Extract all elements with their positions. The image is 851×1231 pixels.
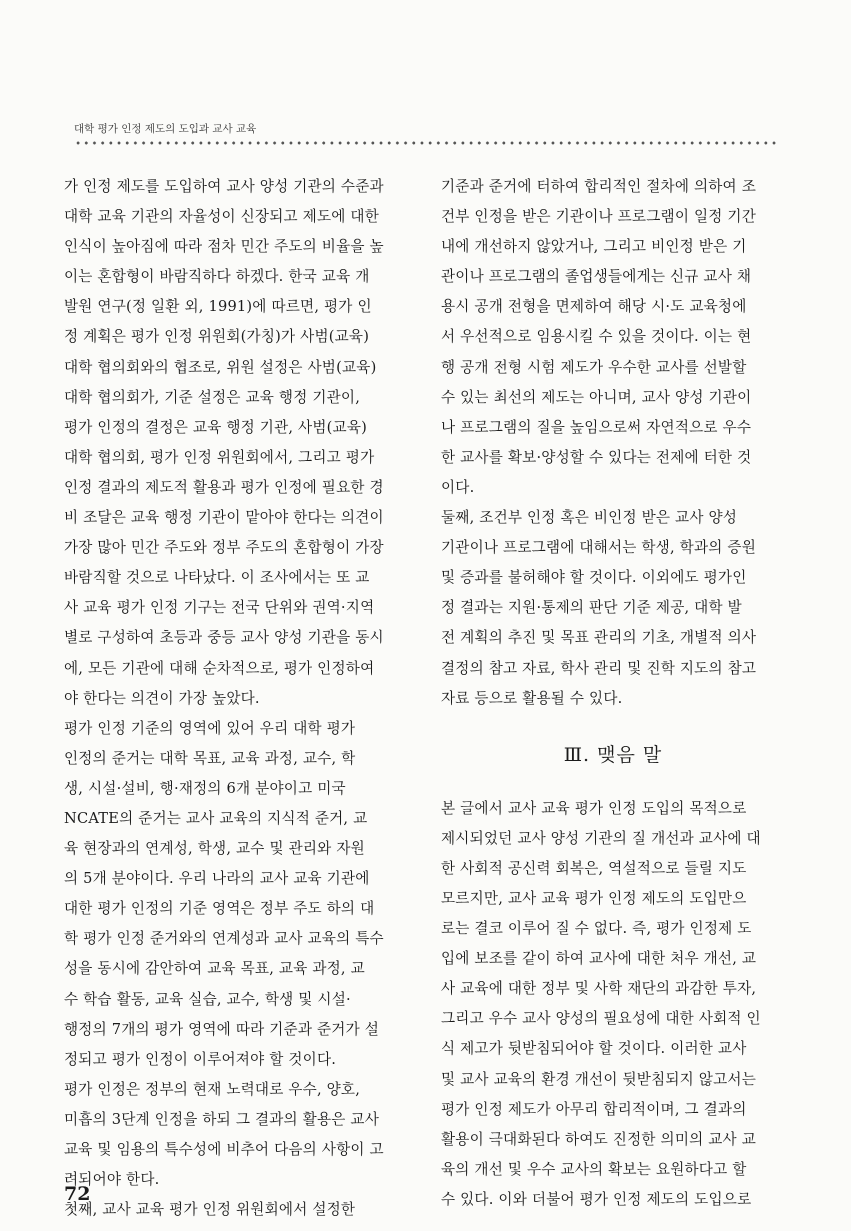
body-paragraph: 평가 인정 기준의 영역에 있어 우리 대학 평가 인정의 준거는 대학 목표, 교육 과정, 교수, 학 생, 시설·설비, 행·재정의 6개 분야이고 미국 NCATE의 준거는 교사 교육의 지식적 준거, 교 육 현장과의 연계성, 학생, 교수 및 관리와 자원 의 5개 분야이다. 우리 나라의 교사 교육 기관에 대한 평가 인정의 기준 영역은 정부 주도 하의 대 학 평가 인정 준거와의 연계성과 교사 교육의 특수 성을 동시에 감안하여 교육 목표, 교육 과정, 교 수 학습 활동, 교육 실습, 교수, 학생 및 시설· 행정의 7개의 평가 영역에 따라 기준과 준거가 설 정되고 평가 인정이 이루어져야 할 것이다. xyxy=(64,719,384,1068)
page-number: 72 xyxy=(64,1183,91,1205)
right-column xyxy=(441,172,785,1215)
body-paragraph: 평가 인정은 정부의 현재 노력대로 우수, 양호, 미흡의 3단계 인정을 하되 그 결과의 활용은 교사 교육 및 임용의 특수성에 비추어 다음의 사항이 고 려되어야 한다. xyxy=(64,1080,384,1189)
body-paragraph: 본 글에서 교사 교육 평가 인정 도입의 목적으로 제시되었던 교사 양성 기관의 질 개선과 교사에 대 한 사회적 공신력 회복은, 역설적으로 들릴 지도 모르지만, 교사 교육 평가 인정 제도의 도입만으 로는 결코 이루어 질 수 없다. 즉, 평가 인정제 도 입에 보조를 같이 하여 교사에 대한 처우 개선, 교 사 교육에 대한 정부 및 사학 재단의 과감한 투자, 그리고 우수 교사 양성의 필요성에 대한 사회적 인 식 제고가 뒷받침되어야 할 것이다. 이러한 교사 및 교사 교육의 환경 개선이 뒷받침되지 않고서는 평가 인정 제도가 아무리 합리적이며, 그 결과의 활용이 극대화된다 하여도 진정한 의미의 교사 교 육의 개선 및 우수 교사의 확보는 요원하다고 할 수 있다. 이와 더불어 평가 인정 제도의 도입으로 xyxy=(441,799,761,1208)
body-paragraph: 둘째, 조건부 인정 혹은 비인정 받은 교사 양성 기관이나 프로그램에 대해서는 학생, 학과의 증원 및 증과를 불허해야 할 것이다. 이외에도 평가인 정 결과는 지원·통제의 판단 기준 제공, 대학 발 전 계획의 추진 및 목표 관리의 기초, 개별적 의사 결정의 참고 자료, 학사 관리 및 진학 지도의 참고 자료 등으로 활용될 수 있다. xyxy=(441,509,757,707)
section-heading: Ⅲ. 맺음 말 xyxy=(563,743,663,766)
dotted-divider xyxy=(74,140,780,146)
left-column xyxy=(64,172,408,1225)
running-header: 대학 평가 인정 제도의 도입과 교사 교육 xyxy=(74,123,257,135)
body-paragraph: 기준과 준거에 터하여 합리적인 절차에 의하여 조 건부 인정을 받은 기관이나 프로그램이 일정 기간 내에 개선하지 않았거나, 그리고 비인정 받은 기 관이나 프로그램의 졸업생들에게는 신규 교사 채 용시 공개 전형을 면제하여 해당 시·도 교육청에 서 우선적으로 임용시킬 수 있을 것이다. 이는 현 행 공개 전형 시험 제도가 우수한 교사를 선발할 수 있는 최선의 제도는 아니며, 교사 양성 기관이 나 프로그램의 질을 높임으로써 자연적으로 우수 한 교사를 확보·양성할 수 있다는 전제에 터한 것 이다. xyxy=(441,178,756,496)
body-paragraph: 가 인정 제도를 도입하여 교사 양성 기관의 수준과 대학 교육 기관의 자율성이 신장되고 제도에 대한 인식이 높아짐에 따라 점차 민간 주도의 비율을 높 이는 혼합형이 바람직하다 하겠다. 한국 교육 개 발원 연구(정 일환 외, 1991)에 따르면, 평가 인 정 계획은 평가 인정 위원회(가칭)가 사범(교육) 대학 협의회와의 협조로, 위원 설정은 사범(교육) 대학 협의회가, 기준 설정은 교육 행정 기관이, 평가 인정의 결정은 교육 행정 기관, 사범(교육) 대학 협의회, 평가 인정 위원회에서, 그리고 평가 인정 결과의 제도적 활용과 평가 인정에 필요한 경 비 조달은 교육 행정 기관이 맡아야 한다는 의견이 가장 많아 민간 주도와 정부 주도의 혼합형이 가장 바람직할 것으로 나타났다. 이 조사에서는 또 교 사 교육 평가 인정 기구는 전국 단위와 권역·지역 별로 구성하여 초등과 중등 교사 양성 기관을 동시 에, 모든 기관에 대해 순차적으로, 평가 인정하여 야 한다는 의견이 가장 높았다. xyxy=(64,178,384,707)
body-paragraph: 첫째, 교사 교육 평가 인정 위원회에서 설정한 xyxy=(64,1201,356,1219)
